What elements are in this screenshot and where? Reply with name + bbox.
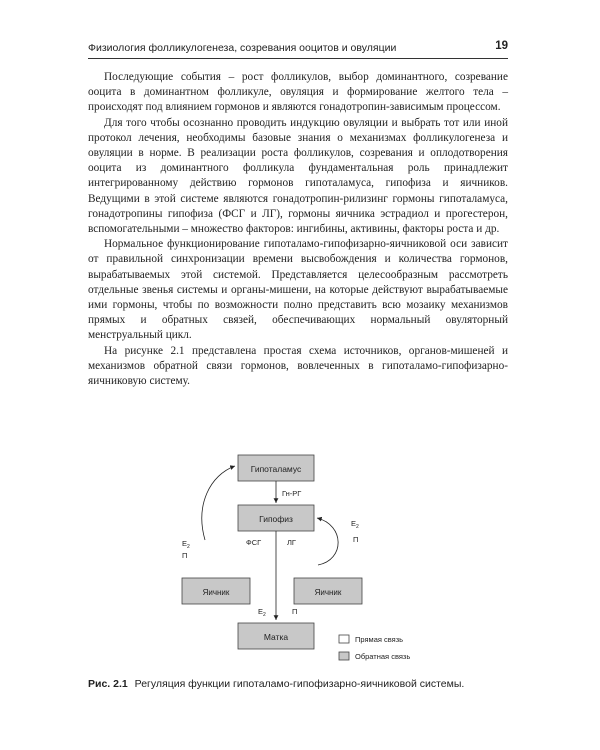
feedback-arrow-left	[202, 466, 235, 540]
e2-bottom-label: $E_2$	[258, 607, 266, 618]
hypothalamus-label: Гипоталамус	[250, 464, 302, 474]
legend-feedback-swatch	[339, 652, 349, 660]
page-number: 19	[495, 40, 508, 52]
p-bottom-label: П	[292, 607, 298, 616]
ovary-left-label: Яичник	[202, 588, 230, 597]
body-text	[88, 70, 508, 389]
ovary-right-label: Яичник	[314, 588, 342, 597]
fsh-label: ФСГ	[246, 538, 262, 547]
paragraph-3: Нормальное функционирование гипоталамо-гипофизарно-яичниковой оси зависит от правильной синхронизации времени высвобождения и количества гормонов, вырабатываемых этой системой. Представляется целесообразным рассмотреть отдельные звенья системы и органы-мишени, на которые действуют вырабатываемые ими гормоны, чтобы по возможности полно представить всю мозаику механизмов прямых и обратных связей, обеспечивающих нормальный овуляторный менструальный цикл.	[88, 238, 508, 342]
paragraph-2: Для того чтобы осознанно проводить индукцию овуляции и выбрать тот или иной протокол лечения, необходимы базовые знания о механизмах фолликулогенеза и овуляции в норме. В реализации роста фолликулов, созревания и оплодотворения ооцита из доминантного фолликула фундаментальная роль принадлежит интегрированному действию гормонов гипоталамуса, гипофиза и яичников. Ведущими в этой системе являются гонадотропин-рилизинг гормоны гипоталамуса, гонадотропины гипофиза (ФСГ и ЛГ), гормоны яичника эстрадиол и прогестерон, вспомогательными – множество факторов: ингибины, активины, факторы роста и др.	[88, 116, 508, 236]
p-left-label: П	[182, 551, 188, 560]
uterus-label: Матка	[263, 632, 289, 642]
feedback-arrow-right	[317, 518, 338, 565]
paragraph-4: На рисунке 2.1 представлена простая схема источников, органов-мишеней и механизмов обратной связи гормонов, вовлеченных в гипоталамо-гипофизарно-яичниковую систему.	[88, 344, 508, 388]
e2-left-label: $E_2$	[182, 539, 190, 550]
pituitary-label: Гипофиз	[259, 514, 293, 524]
caption-number: Рис. 2.1	[88, 678, 128, 690]
lh-label: ЛГ	[287, 538, 296, 547]
running-header	[88, 40, 508, 59]
hpo-axis-diagram	[0, 430, 600, 670]
legend-feedback-label: Обратная связь	[355, 652, 411, 661]
legend-direct-swatch	[339, 635, 349, 643]
paragraph-1: Последующие события – рост фолликулов, выбор доминантного, созревание ооцита в доминантном фолликуле, овуляция и формирование желтого тела – происходят под влиянием гормонов и являются гонадотропин-зависимым процессом.	[88, 71, 508, 114]
figure-caption	[88, 678, 528, 690]
p-right-label: П	[353, 535, 359, 544]
header-title: Физиология фолликулогенеза, созревания ооцитов и овуляции	[88, 42, 397, 54]
gnrh-label: Гн-РГ	[282, 489, 302, 498]
legend-direct-label: Прямая связь	[355, 635, 404, 644]
caption-text: Регуляция функции гипоталамо-гипофизарно-яичниковой системы.	[134, 678, 465, 690]
e2-right-label: $E_2$	[351, 519, 359, 530]
